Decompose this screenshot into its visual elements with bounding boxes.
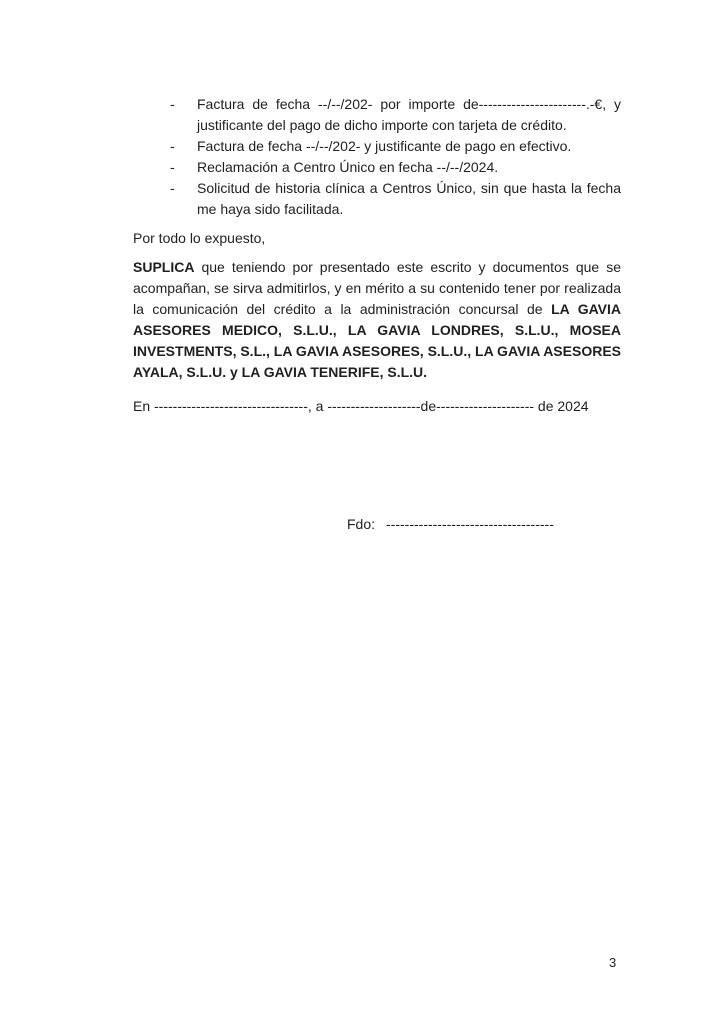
company-names-bold: LA GAVIA ASESORES MEDICO, S.L.U., LA GAVIA LONDRES, S.L.U., MOSEA INVESTMENTS, S.L., LA GAVIA ASESORES, S.L.U., LA GAVIA ASESORES AYALA, S.L.U. y LA GAVIA TENERIFE, S.L.U. <box>133 301 621 380</box>
list-item-text: Factura de fecha --/--/202- y justificante de pago en efectivo. <box>197 138 572 154</box>
list-item <box>133 136 621 157</box>
list-item-text: Factura de fecha --/--/202- por importe de-----------------------.-€, y justificante del pago de dicho importe con tarjeta de crédito. <box>197 96 621 133</box>
date-placeholder-line: En ---------------------------------, a --------------------de--------------------- de 2024 <box>133 398 589 414</box>
document-page-content <box>133 94 621 535</box>
bullet-list <box>133 94 621 220</box>
list-item-text: Reclamación a Centro Único en fecha --/--/2024. <box>197 159 499 175</box>
page-number: 3 <box>609 955 617 970</box>
list-item <box>133 94 621 136</box>
suplica-keyword: SUPLICA <box>133 259 195 275</box>
list-item-dash-marker: - <box>170 96 175 112</box>
signature-dashes: ------------------------------------ <box>386 516 554 532</box>
suplica-body-text: que teniendo por presentado este escrito y documentos que se acompañan, se sirva admitirlos, y en mérito a su contenido tener por realizada la comunicación del crédito a la administración concursal de <box>133 259 621 317</box>
list-item-dash-marker: - <box>170 159 175 175</box>
list-item <box>133 157 621 178</box>
list-item-dash-marker: - <box>170 180 175 196</box>
list-item-text: Solicitud de historia clínica a Centros Único, sin que hasta la fecha me haya sido facilitada. <box>197 180 621 217</box>
list-item <box>133 178 621 220</box>
paragraph-intro: Por todo lo expuesto, <box>133 230 266 246</box>
signature-line <box>133 514 621 535</box>
paragraph-suplica <box>133 257 621 383</box>
signature-label: Fdo: <box>347 516 376 532</box>
list-item-dash-marker: - <box>170 138 175 154</box>
